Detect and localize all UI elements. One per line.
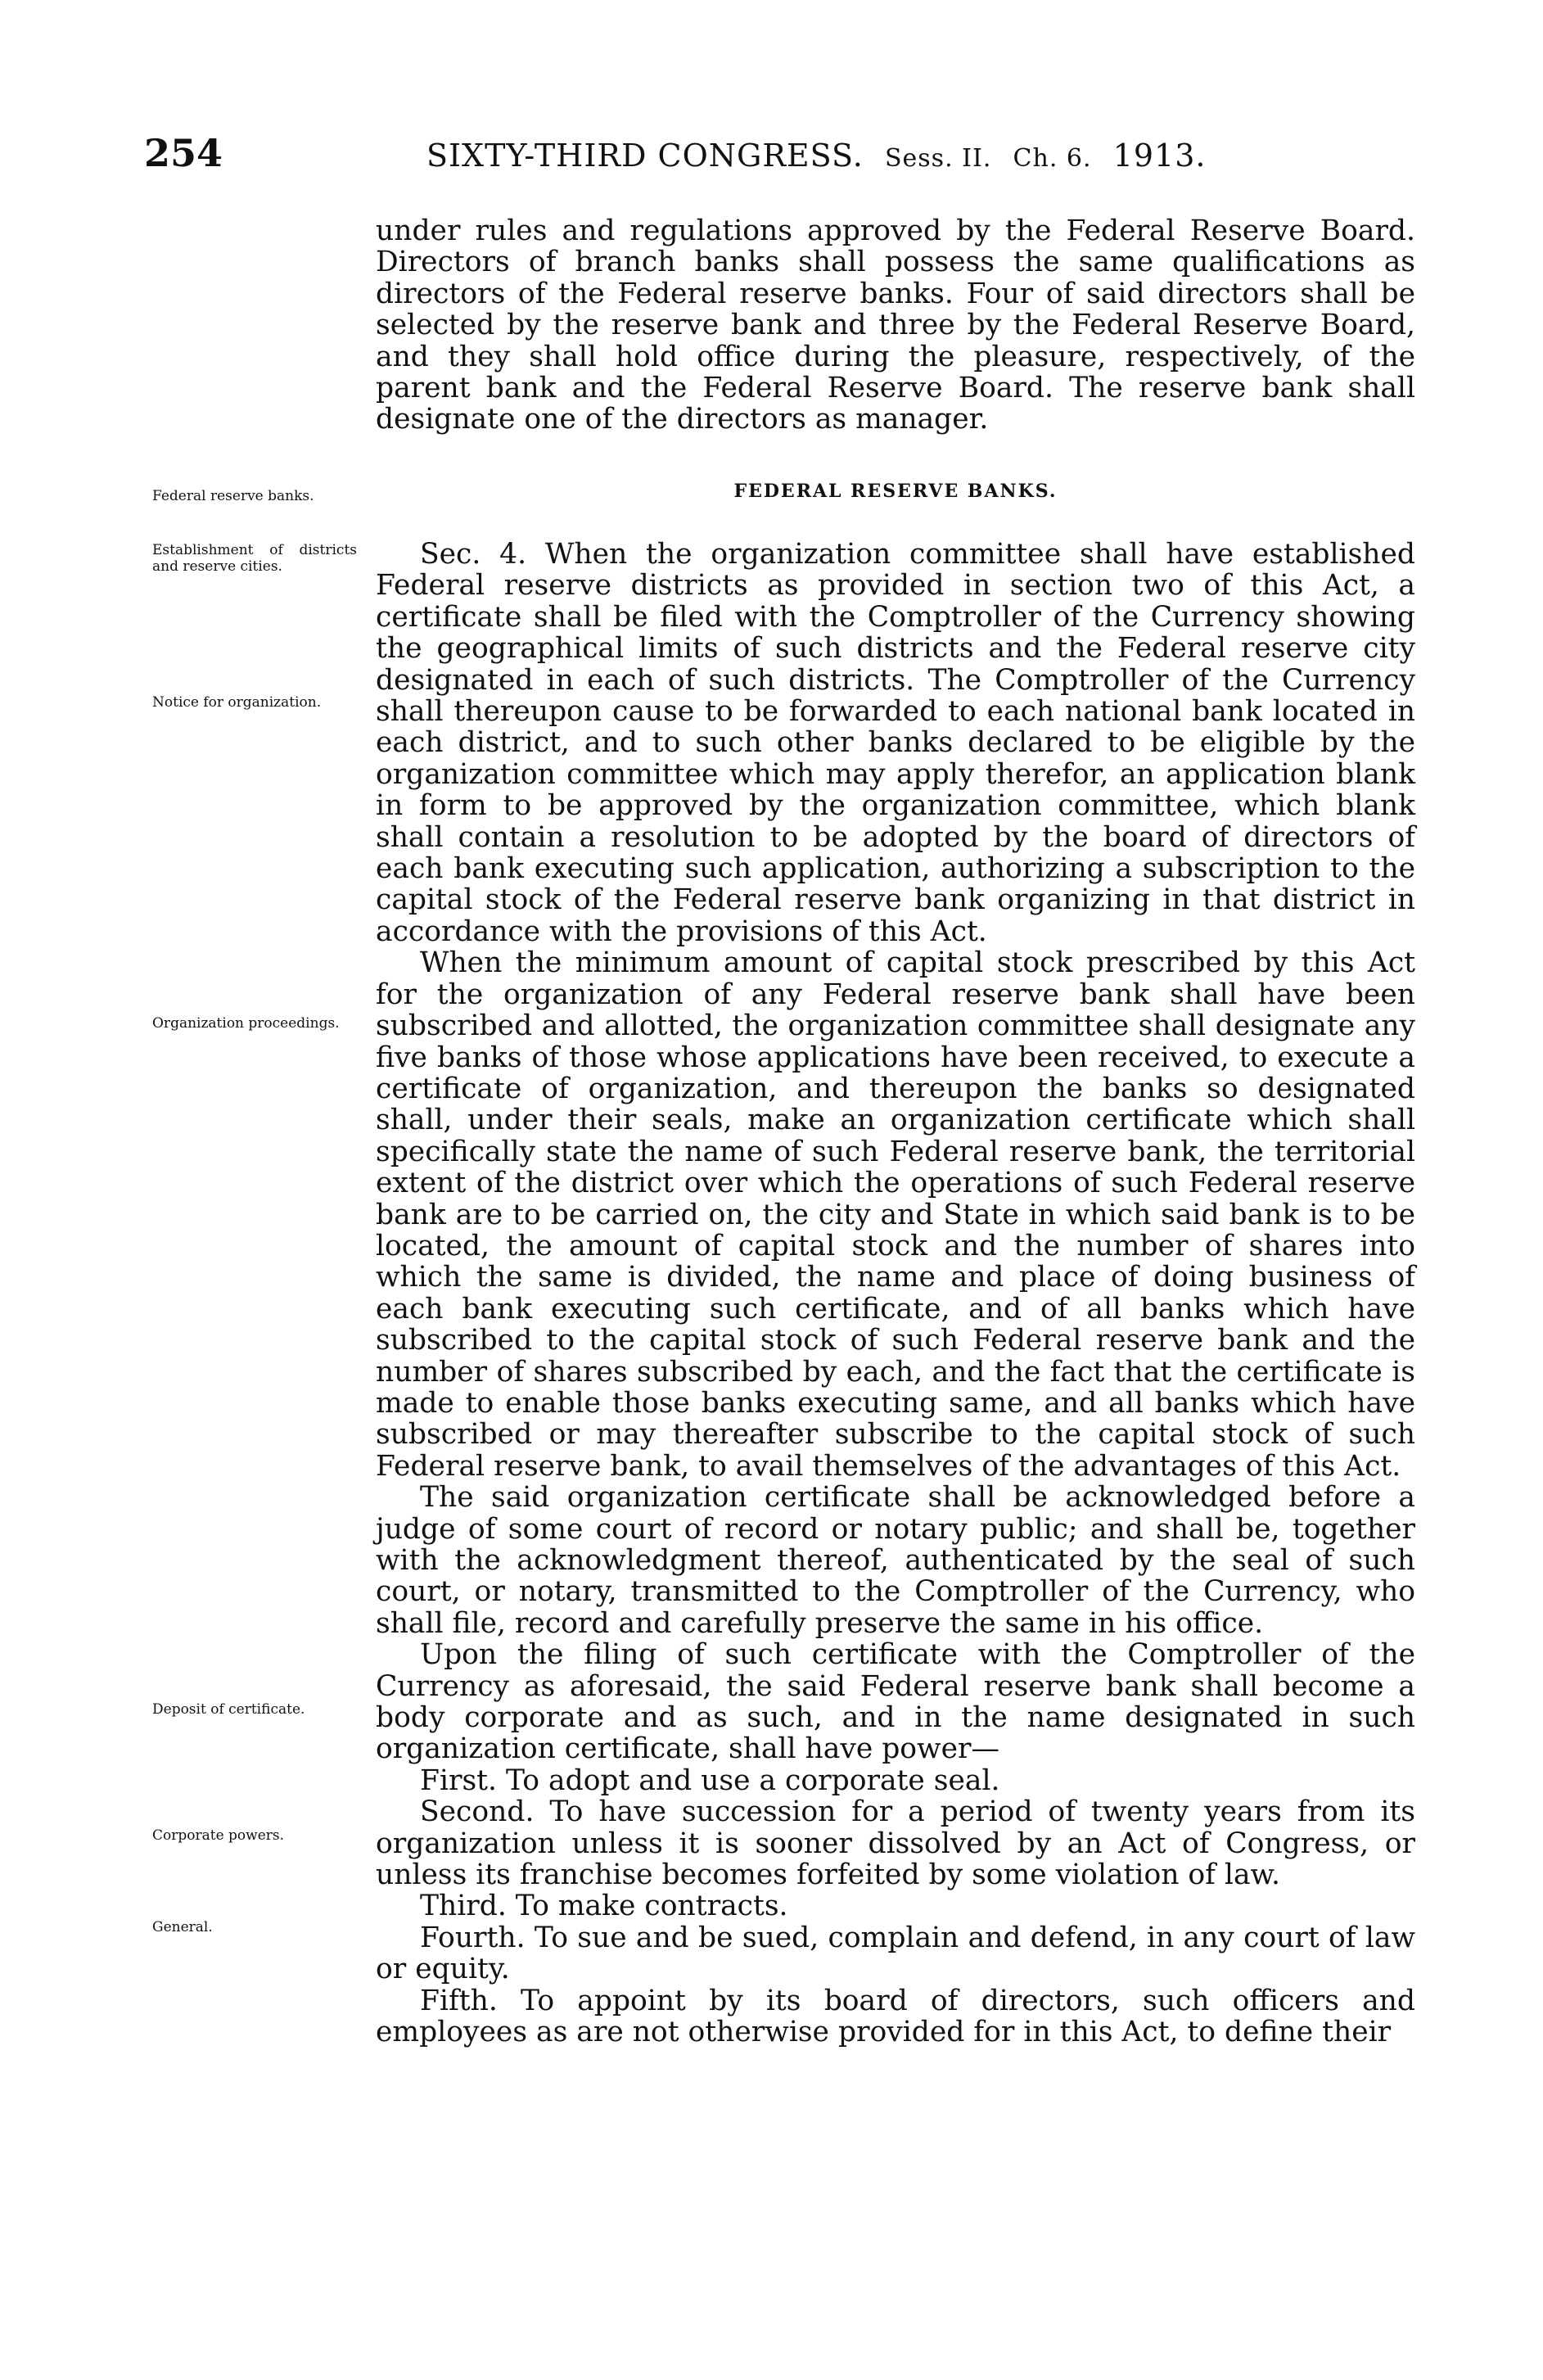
paragraph-sec4	[376, 539, 1415, 947]
chapter-label: Ch. 6.	[1013, 144, 1092, 173]
paragraph-fifth: Fifth. To appoint by its board of directors, such officers and employees as are not otherwise provided for in this Act, to define their	[376, 1984, 1415, 2049]
sidenote-deposit-of-certificate: Deposit of certificate.	[152, 1701, 305, 1718]
paragraph-third: Third. To make contracts.	[420, 1890, 788, 1923]
paragraph-first: First. To adopt and use a corporate seal.	[420, 1764, 1000, 1797]
page-header	[144, 131, 1421, 180]
paragraph-powers: Upon the filing of such certificate with the Comptroller of the Currency as aforesaid, the said Federal reserve bank shall become a body corporate and as such, and in the name designated in such organization certificate, shall have power—	[376, 1638, 1415, 1766]
year-label: 1913.	[1112, 138, 1207, 174]
running-head	[426, 138, 1207, 174]
sidenote-general: General.	[152, 1919, 213, 1935]
section-label: Sec. 4.	[420, 538, 527, 571]
paragraph-second: Second. To have succession for a period of twenty years from its organization unless it is sooner dissolved by an Act of Congress, or unless its franchise becomes forfeited by some violation of law.	[376, 1795, 1415, 1892]
sidenote-establishment: Establishment of districts and reserve cities.	[152, 542, 357, 575]
sidenote-notice: Notice for organization.	[152, 694, 322, 711]
sec4-text: When the organization committee shall have established Federal reserve districts as provided in section two of this Act, a certificate shall be filed with the Comptroller of the Currency showing the geographical limits of such districts and the Federal reserve city designated in each of such districts. The Comptroller of the Currency shall thereupon cause to be forwarded to each national bank located in each district, and to such other banks declared to be eligible by the organization committee which may apply therefor, an application blank in form to be approved by the organization committee, which blank shall contain a resolution to be adopted by the board of directors of each bank executing such application, authorizing a subscription to the capital stock of the Federal reserve bank organizing in that district in accordance with the provisions of this Act.	[376, 538, 1415, 948]
sidenote-federal-reserve-banks: Federal reserve banks.	[152, 488, 314, 504]
session-label: Sess. II.	[884, 144, 992, 173]
section-heading: FEDERAL RESERVE BANKS.	[733, 481, 1058, 502]
sidenote-corporate-powers: Corporate powers.	[152, 1827, 285, 1844]
paragraph-organization: When the minimum amount of capital stock prescribed by this Act for the organization of any Federal reserve bank shall have been subscribed and allotted, the organization committee shall designate any five banks of those whose applications have been received, to execute a certificate of organization, and thereupon the banks so designated shall, under their seals, make an organization certificate which shall specifically state the name of such Federal reserve bank, the territorial extent of the district over which the operations of such Federal reserve bank are to be carried on, the city and State in which said bank is to be located, the amount of capital stock and the number of shares into which the same is divided, the name and place of doing business of each bank executing such certificate, and of all banks which have subscribed to the capital stock of such Federal reserve bank and the number of shares subscribed by each, and the fact that the certificate is made to enable those banks executing same, and all banks which have subscribed or may thereafter subscribe to the capital stock of such Federal reserve bank, to avail themselves of the advantages of this Act.	[376, 946, 1415, 1483]
paragraph-deposit: The said organization certificate shall be acknowledged before a judge of some court of record or notary public; and shall be, together with the acknowledgment thereof, authenticated by the seal of such court, or notary, transmitted to the Comptroller of the Currency, who shall file, record and carefully preserve the same in his office.	[376, 1481, 1415, 1640]
continuation-text: under rules and regulations approved by the Federal Reserve Board. Directors of branch banks shall possess the same qualifications as directors of the Federal reserve banks. Four of said directors shall be selected by the reserve bank and three by the Federal Reserve Board, and they shall hold office during the pleasure, respectively, of the parent bank and the Federal Reserve Board. The reserve bank shall designate one of the directors as manager.	[376, 215, 1415, 436]
page-number: 254	[144, 131, 223, 175]
continuation-paragraph	[376, 215, 1415, 436]
main-text	[376, 539, 1415, 2048]
congress-title: SIXTY-THIRD CONGRESS.	[426, 138, 864, 174]
sidenote-organization-proceedings: Organization proceedings.	[152, 1015, 340, 1032]
paragraph-fourth: Fourth. To sue and be sued, complain and defend, in any court of law or equity.	[376, 1921, 1415, 1986]
